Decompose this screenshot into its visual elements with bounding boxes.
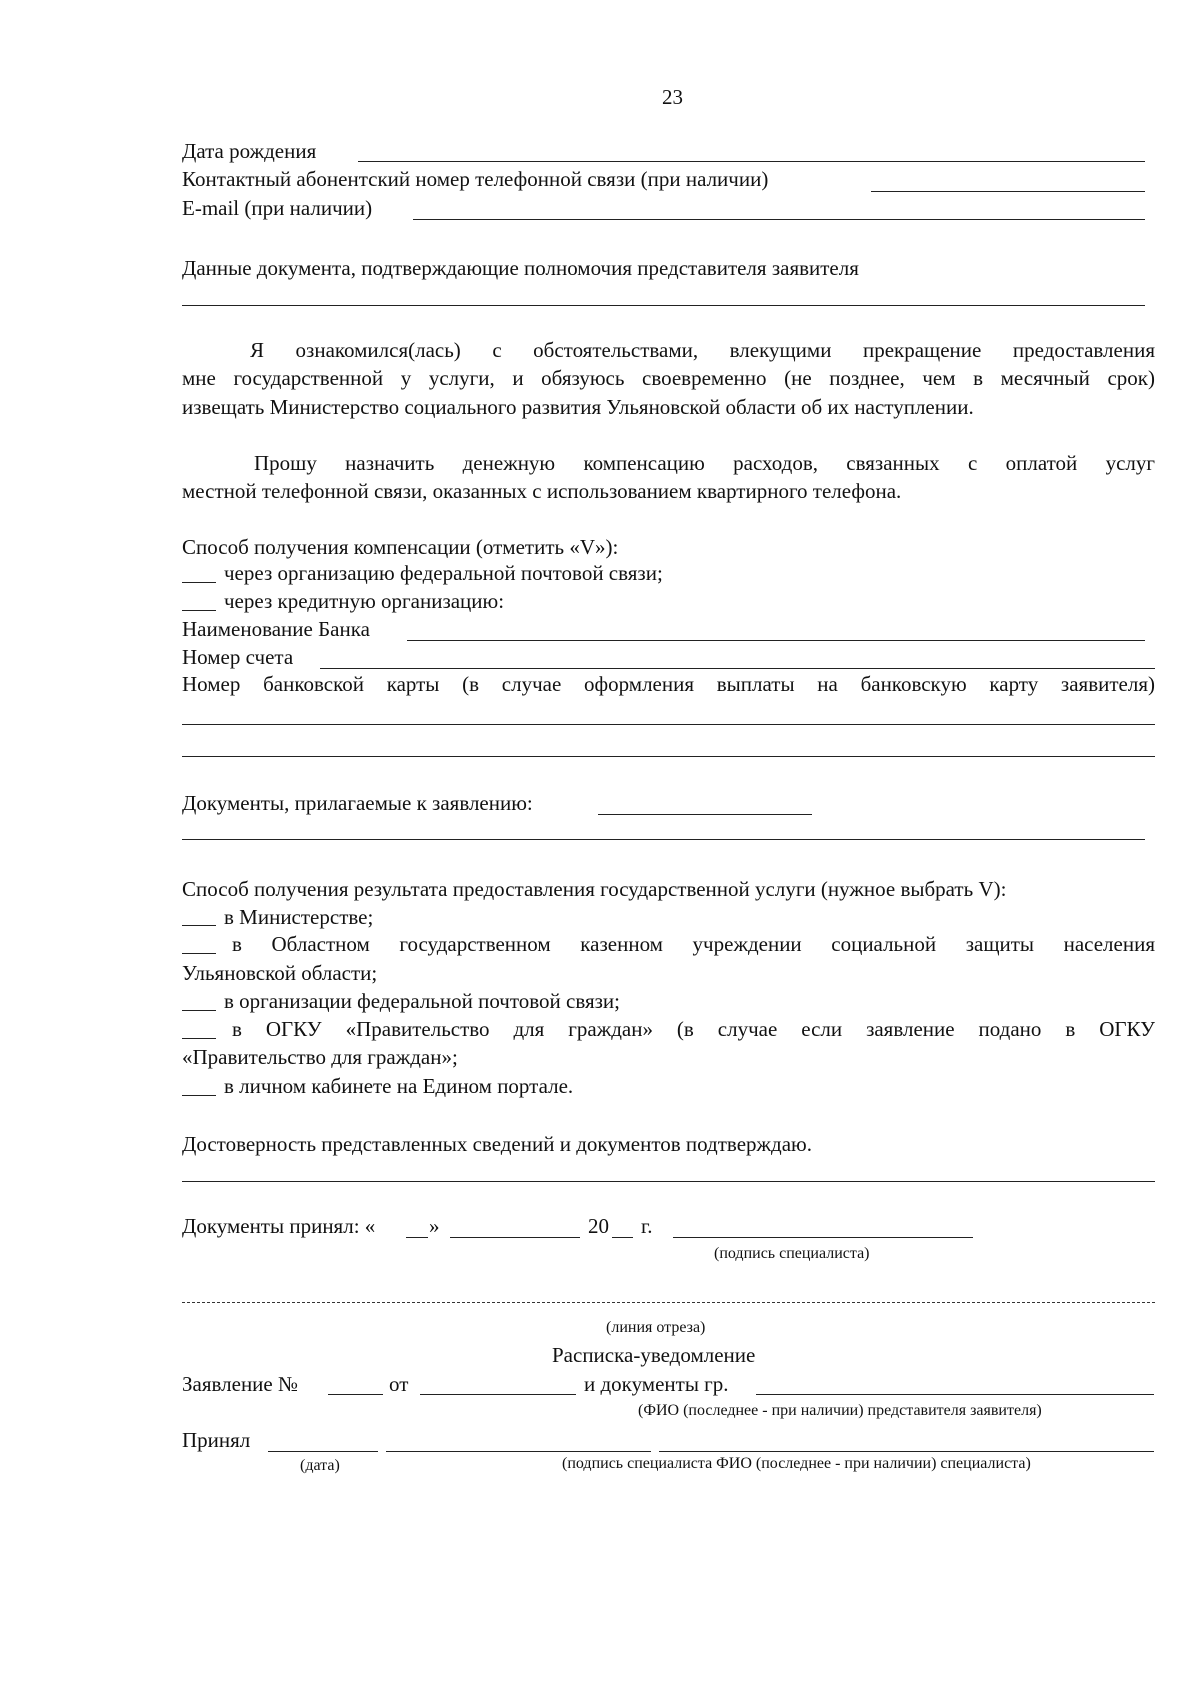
result-option-4-line-2: «Правительство для граждан»; [182, 1045, 458, 1069]
option-post-label: через организацию федеральной почтовой связи; [224, 561, 663, 585]
checkbox-ministry[interactable] [182, 925, 216, 926]
accepted-by-label: Принял [182, 1428, 251, 1452]
accepted-day-field[interactable] [406, 1237, 428, 1238]
accepted-label: Документы принял: « [182, 1214, 376, 1238]
representative-doc-label: Данные документа, подтверждающие полномочия представителя заявителя [182, 256, 859, 280]
attachments-field-2[interactable] [182, 839, 1145, 840]
statement-1-line-3: извещать Министерство социального развития Ульяновской области об их наступлении. [182, 395, 974, 419]
page-number: 23 [662, 85, 683, 109]
accepted-year-prefix: 20 [588, 1214, 609, 1238]
card-label: Номер банковской карты (в случае оформления выплаты на банковскую карту заявителя) [182, 672, 1155, 696]
result-option-5: в личном кабинете на Едином портале. [224, 1074, 574, 1098]
statement-2-line-2: местной телефонной связи, оказанных с использованием квартирного телефона. [182, 479, 902, 503]
citizen-name-field[interactable] [756, 1394, 1154, 1395]
signature-caption: (подпись специалиста) [714, 1245, 870, 1262]
checkbox-post-result[interactable] [182, 1010, 216, 1011]
bank-name-label: Наименование Банка [182, 617, 370, 641]
email-field[interactable] [413, 219, 1145, 220]
phone-field[interactable] [871, 191, 1145, 192]
accepted-year-suffix: г. [641, 1214, 653, 1238]
compensation-heading: Способ получения компенсации (отметить «V»): [182, 535, 619, 559]
statement-from-label: от [389, 1372, 409, 1396]
attachments-field-1[interactable] [598, 814, 812, 815]
statement-1-line-1: Я ознакомился(лась) с обстоятельствами, влекущими прекращение предоставления [250, 338, 1155, 362]
confirm-text: Достоверность представленных сведений и документов подтверждаю. [182, 1132, 812, 1156]
checkbox-government-for-citizens[interactable] [182, 1038, 216, 1039]
card-field-1[interactable] [182, 724, 1155, 725]
accepted-date-field[interactable] [268, 1451, 378, 1452]
result-option-2-line-2: Ульяновской области; [182, 961, 378, 985]
birth-date-field[interactable] [358, 161, 1145, 162]
attachments-label: Документы, прилагаемые к заявлению: [182, 791, 533, 815]
cut-line [182, 1302, 1155, 1303]
result-option-4-line-1: в ОГКУ «Правительство для граждан» (в случае если заявление подано в ОГКУ [232, 1017, 1155, 1041]
cut-line-caption: (линия отреза) [606, 1319, 706, 1336]
documents-of-label: и документы гр. [584, 1372, 729, 1396]
accepted-month-field[interactable] [450, 1237, 580, 1238]
date-caption: (дата) [300, 1457, 340, 1474]
result-heading: Способ получения результата предоставления государственной услуги (нужное выбрать V): [182, 877, 1007, 901]
statement-number-field[interactable] [328, 1394, 383, 1395]
option-bank-label: через кредитную организацию: [224, 589, 505, 613]
accepted-year-field[interactable] [612, 1237, 633, 1238]
accepted-quote-close: » [429, 1214, 440, 1238]
representative-doc-field[interactable] [182, 305, 1145, 306]
result-option-1: в Министерстве; [224, 905, 374, 929]
statement-2-line-1: Прошу назначить денежную компенсацию расходов, связанных с оплатой услуг [254, 451, 1155, 475]
checkbox-portal[interactable] [182, 1095, 216, 1096]
statement-date-field[interactable] [420, 1394, 576, 1395]
phone-label: Контактный абонентский номер телефонной связи (при наличии) [182, 167, 769, 191]
confirm-signature-field[interactable] [182, 1181, 1155, 1182]
accepted-signature-field-receipt[interactable] [386, 1451, 651, 1452]
result-option-3: в организации федеральной почтовой связи; [224, 989, 621, 1013]
statement-1-line-2: мне государственной у услуги, и обязуюсь своевременно (не позднее, чем в месячный срок) [182, 366, 1155, 390]
bank-name-field[interactable] [407, 640, 1145, 641]
checkbox-bank[interactable] [182, 610, 216, 611]
accepted-name-field[interactable] [659, 1451, 1154, 1452]
email-label: E-mail (при наличии) [182, 196, 373, 220]
sign-caption: (подпись специалиста ФИО (последнее - при наличии) специалиста) [562, 1455, 1031, 1472]
card-field-2[interactable] [182, 756, 1155, 757]
checkbox-ogku-social[interactable] [182, 953, 216, 954]
statement-number-label: Заявление № [182, 1372, 299, 1396]
checkbox-post[interactable] [182, 582, 216, 583]
account-field[interactable] [320, 668, 1155, 669]
birth-date-label: Дата рождения [182, 139, 317, 163]
receipt-title: Расписка-уведомление [552, 1343, 756, 1367]
accepted-signature-field[interactable] [673, 1237, 973, 1238]
account-label: Номер счета [182, 645, 294, 669]
fio-caption: (ФИО (последнее - при наличии) представителя заявителя) [638, 1402, 1042, 1419]
result-option-2-line-1: в Областном государственном казенном учреждении социальной защиты населения [232, 932, 1155, 956]
